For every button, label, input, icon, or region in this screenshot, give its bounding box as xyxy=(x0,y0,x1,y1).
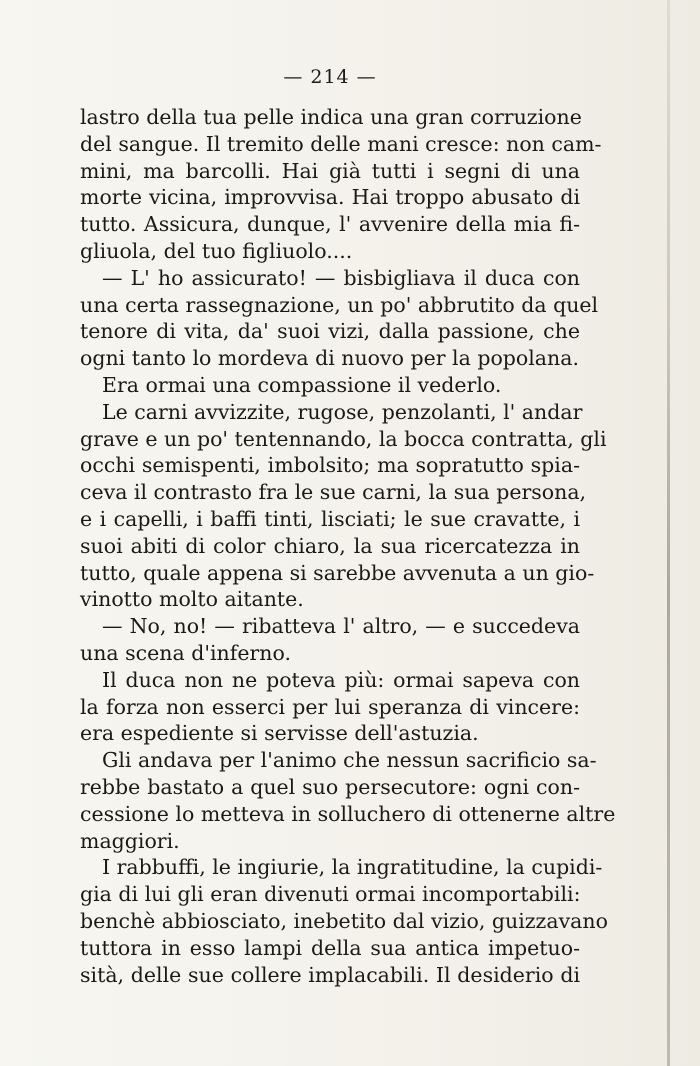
text-line: grave e un po' tentennando, la bocca contratta, gli xyxy=(80,426,607,451)
text-line: — L' ho assicurato! — bisbigliava il duca con xyxy=(102,265,580,290)
text-line: maggiori. xyxy=(80,828,180,853)
text-line: occhi semispenti, imbolsito; ma sopratutto spia- xyxy=(80,453,580,478)
text-line: sità, delle sue collere implacabili. Il desiderio di xyxy=(80,962,580,987)
text-line: ogni tanto lo mordeva di nuovo per la popolana. xyxy=(80,346,579,371)
text-line: morte vicina, improvvisa. Hai troppo abusato di xyxy=(80,185,580,210)
text-line: rebbe bastato a quel suo persecutore: ogni con- xyxy=(80,774,580,799)
text-line: una certa rassegnazione, un po' abbrutito da quel xyxy=(80,292,599,317)
text-line: del sangue. Il tremito delle mani cresce: non cam- xyxy=(80,131,602,156)
text-line: e i capelli, i baffi tinti, lisciati; le sue cravatte, i xyxy=(80,506,580,531)
text-line: lastro della tua pelle indica una gran corruzione xyxy=(80,105,582,129)
text-line: tuttora in esso lampi della sua antica impetuo- xyxy=(80,935,580,960)
page-number: — 214 — xyxy=(283,66,377,88)
text-line: benchè abbiosciato, inebetito dal vizio, guizzavano xyxy=(80,908,608,933)
text-line: una scena d'inferno. xyxy=(80,640,291,665)
text-line: gliuola, del tuo figliuolo.... xyxy=(80,238,353,263)
text-line: vinotto molto aitante. xyxy=(80,587,304,612)
text-line: suoi abiti di color chiaro, la sua ricercatezza in xyxy=(80,533,580,558)
text-line: I rabbuffi, le ingiurie, la ingratitudine, la cupidi- xyxy=(102,855,603,880)
text-line: ceva il contrasto fra le sue carni, la sua persona, xyxy=(80,480,587,505)
text-line: era espediente si servisse dell'astuzia. xyxy=(80,721,479,746)
text-line: mini, ma barcolli. Hai già tutti i segni di una xyxy=(80,158,580,183)
text-line: tenore di vita, da' suoi vizi, dalla passione, che xyxy=(80,319,580,344)
text-line: Le carni avvizzite, rugose, penzolanti, l' andar xyxy=(102,399,583,424)
page-edge xyxy=(667,0,670,1066)
text-line: la forza non esserci per lui speranza di vincere: xyxy=(80,694,580,719)
text-line: gia di lui gli eran divenuti ormai incomportabili: xyxy=(80,882,581,907)
text-line: Il duca non ne poteva più: ormai sapeva con xyxy=(102,667,580,692)
text-line: Gli andava per l'animo che nessun sacrificio sa- xyxy=(102,748,597,773)
text-line: cessione lo metteva in solluchero di ottenerne altre xyxy=(80,801,616,826)
page-text xyxy=(80,104,616,988)
text-line: Era ormai una compassione il vederlo. xyxy=(102,372,502,397)
text-line: — No, no! — ribatteva l' altro, — e succedeva xyxy=(102,614,580,639)
text-line: tutto. Assicura, dunque, l' avvenire della mia fi- xyxy=(80,212,580,237)
text-line: tutto, quale appena si sarebbe avvenuta a un gio- xyxy=(80,560,595,585)
